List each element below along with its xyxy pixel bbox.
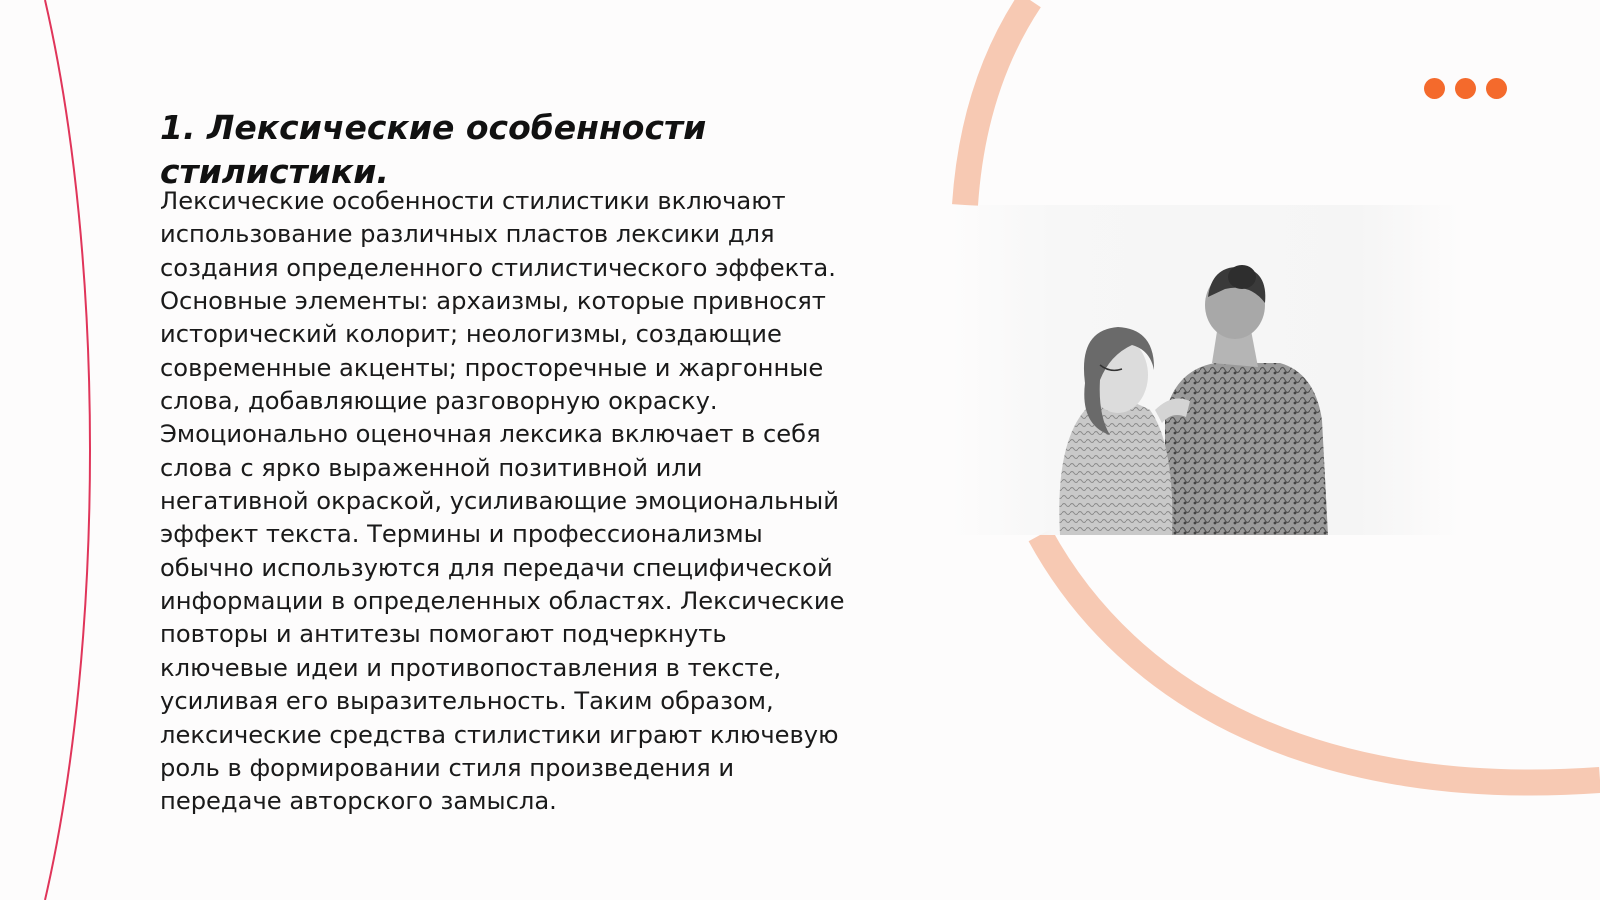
photo-image xyxy=(950,205,1460,535)
man-hair-bun xyxy=(1228,265,1256,289)
dots-menu-icon xyxy=(1424,78,1507,99)
orange-ring-top-arc xyxy=(965,0,1030,205)
orange-ring-bottom-arc xyxy=(1040,535,1600,783)
slide-title: 1. Лексические особенности стилистики. xyxy=(160,108,707,191)
dot-icon xyxy=(1486,78,1507,99)
tattooed-couple-photo-icon xyxy=(950,205,1460,535)
slide-body-text: Лексические особенности стилистики включают использование различных пластов лексики для создания определенного стилистического эффекта. Основные элементы: архаизмы, которые привносят исторический колорит; неологизмы, создающие современные акценты; просторечные и жаргонные слова, добавляющие разговорную окраску. Эмоционально оценочная лексика включает в себя слова с ярко выраженной позитивной или негативной окраской, усиливающие эмоциональный эффект текста. Термины и профессионализмы обычно используются для передачи специфической информации в определенных областях. Лексические повторы и антитезы помогают подчеркнуть ключевые идеи и противопоставления в тексте, усиливая его выразительность. Таким образом, лексические средства стилистики играют ключевую роль в формировании стиля произведения и передаче авторского замысла. xyxy=(160,187,845,816)
dot-icon xyxy=(1424,78,1445,99)
left-accent-curve xyxy=(45,0,90,900)
woman-body xyxy=(1059,400,1172,535)
dot-icon xyxy=(1455,78,1476,99)
